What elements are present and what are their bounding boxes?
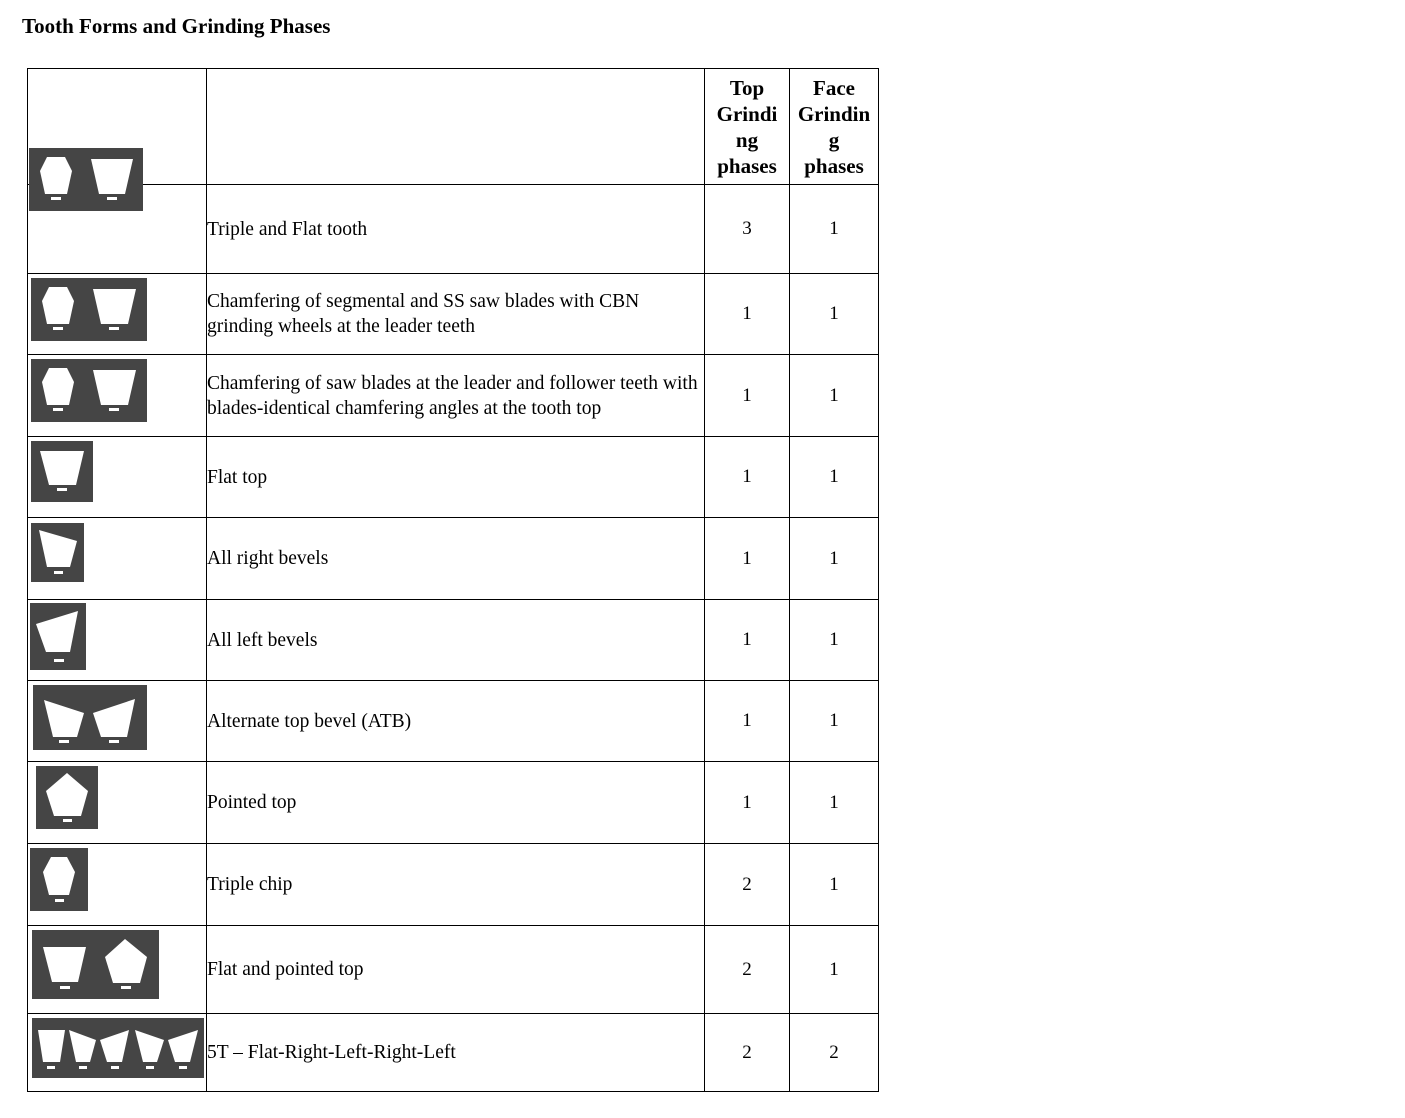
row-face-grinding-phases: 1 [790, 437, 879, 518]
row-face-grinding-phases: 1 [790, 518, 879, 600]
flat-and-pointed-tooth-icon [32, 930, 159, 999]
row-description: Pointed top [207, 762, 705, 844]
row-face-grinding-phases: 1 [790, 600, 879, 681]
table-row [28, 1014, 879, 1092]
row-description: Triple chip [207, 844, 705, 926]
row-face-grinding-phases: 2 [790, 1014, 879, 1092]
row-description: All left bevels [207, 600, 705, 681]
row-top-grinding-phases: 1 [705, 518, 790, 600]
five-tooth-sequence-icon [32, 1018, 204, 1078]
row-top-grinding-phases: 2 [705, 1014, 790, 1092]
row-description: Chamfering of saw blades at the leader and follower teeth with blades-identical chamfering angles at the tooth top [207, 355, 705, 437]
row-description: 5T – Flat-Right-Left-Right-Left [207, 1014, 705, 1092]
row-top-grinding-phases: 1 [705, 355, 790, 437]
row-description: Alternate top bevel (ATB) [207, 681, 705, 762]
row-icon-cell [28, 355, 207, 437]
page-title: Tooth Forms and Grinding Phases [22, 14, 331, 38]
table-row [28, 274, 879, 355]
flat-top-tooth-icon [31, 441, 93, 502]
header-description-cell [207, 69, 705, 185]
row-description: Chamfering of segmental and SS saw blades with CBN grinding wheels at the leader teeth [207, 274, 705, 355]
row-description: All right bevels [207, 518, 705, 600]
triple-chip-and-flat-tooth-icon [29, 148, 143, 211]
header-top-grinding-phases: Top Grindi ng phases [705, 69, 790, 185]
row-icon-cell [28, 274, 207, 355]
row-face-grinding-phases: 1 [790, 185, 879, 274]
table-row [28, 681, 879, 762]
row-top-grinding-phases: 1 [705, 600, 790, 681]
row-top-grinding-phases: 1 [705, 437, 790, 518]
triple-chip-tooth-icon [30, 848, 88, 911]
table-row [28, 185, 879, 274]
row-icon-cell [28, 437, 207, 518]
triple-chip-and-flat-tooth-icon [31, 278, 147, 341]
table-row [28, 600, 879, 681]
row-icon-cell [28, 1014, 207, 1092]
row-icon-cell [28, 844, 207, 926]
table-header-row [28, 69, 879, 185]
left-bevel-tooth-icon [30, 603, 86, 670]
row-description: Flat and pointed top [207, 926, 705, 1014]
row-icon-cell [28, 518, 207, 600]
row-top-grinding-phases: 1 [705, 274, 790, 355]
table-row [28, 355, 879, 437]
right-bevel-tooth-icon [31, 523, 84, 582]
tooth-forms-table [27, 68, 879, 1092]
row-top-grinding-phases: 2 [705, 926, 790, 1014]
row-face-grinding-phases: 1 [790, 355, 879, 437]
row-face-grinding-phases: 1 [790, 762, 879, 844]
row-top-grinding-phases: 2 [705, 844, 790, 926]
table-row [28, 762, 879, 844]
alternate-top-bevel-icon [33, 685, 147, 750]
table-row [28, 437, 879, 518]
row-description: Triple and Flat tooth [207, 185, 705, 274]
row-description: Flat top [207, 437, 705, 518]
row-icon-cell [28, 681, 207, 762]
header-face-grinding-phases: Face Grindin g phases [790, 69, 879, 185]
triple-chip-and-flat-tooth-icon [31, 359, 147, 422]
row-face-grinding-phases: 1 [790, 844, 879, 926]
row-face-grinding-phases: 1 [790, 274, 879, 355]
row-top-grinding-phases: 1 [705, 681, 790, 762]
pointed-top-tooth-icon [36, 766, 98, 829]
table-row [28, 844, 879, 926]
table-row [28, 518, 879, 600]
row-face-grinding-phases: 1 [790, 681, 879, 762]
table-row [28, 926, 879, 1014]
row-icon-cell [28, 762, 207, 844]
row-face-grinding-phases: 1 [790, 926, 879, 1014]
row-top-grinding-phases: 3 [705, 185, 790, 274]
row-icon-cell [28, 926, 207, 1014]
row-icon-cell [28, 600, 207, 681]
row-top-grinding-phases: 1 [705, 762, 790, 844]
